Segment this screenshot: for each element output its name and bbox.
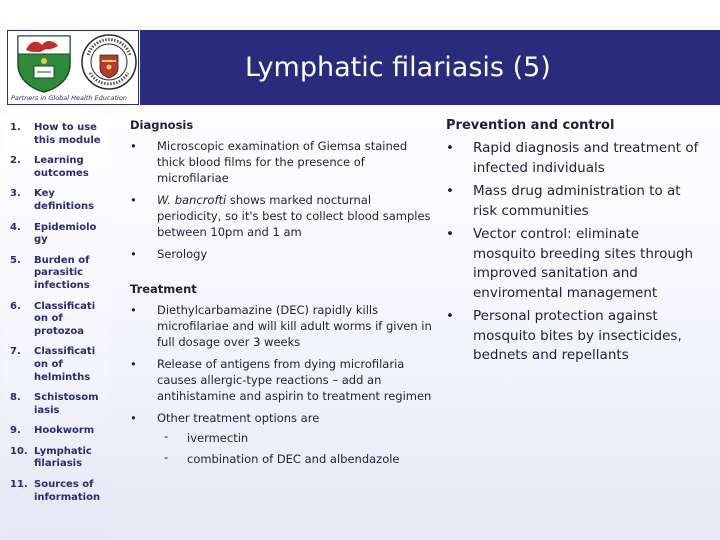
prevention-column xyxy=(446,118,706,370)
nav-list xyxy=(2,122,110,504)
bullet-icon: • xyxy=(130,139,137,153)
diagnosis-heading: Diagnosis xyxy=(130,118,194,132)
sidebar-item-number: 6. xyxy=(10,300,21,312)
list-item xyxy=(446,139,706,178)
sidebar-item-number: 3. xyxy=(10,188,21,200)
list-item xyxy=(130,246,435,262)
college-seal-icon xyxy=(80,33,138,91)
sidebar-item-5[interactable] xyxy=(2,255,110,293)
sidebar-item-9[interactable] xyxy=(2,425,110,438)
sub-list-item-text: ivermectin xyxy=(187,431,249,445)
list-item xyxy=(446,225,706,303)
list-item xyxy=(130,302,435,350)
list-item xyxy=(446,307,706,366)
sidebar-item-3[interactable] xyxy=(2,188,110,213)
list-item-text: Release of antigens from dying microfilaria causes allergic-type reactions – add an antihistamine and aspirin to treatment regimen xyxy=(157,357,432,403)
sub-list-item xyxy=(157,430,435,446)
bullet-icon: • xyxy=(446,140,454,156)
sidebar-item-label: How to use this module xyxy=(34,122,101,146)
treatment-heading: Treatment xyxy=(130,282,197,296)
dash-icon: - xyxy=(164,450,169,464)
sidebar-item-number: 8. xyxy=(10,392,21,404)
sidebar-item-label: Epidemiolo gy xyxy=(34,221,97,246)
sidebar-item-label: Lymphatic filariasis xyxy=(34,445,92,470)
sidebar-item-number: 7. xyxy=(10,346,21,358)
sidebar-item-label: Classificati on of helminths xyxy=(34,346,96,383)
dash-icon: - xyxy=(164,429,169,443)
list-item-text: Mass drug administration to at risk communities xyxy=(473,183,681,219)
list-item-text: Other treatment options are xyxy=(157,411,320,425)
list-item-text: Vector control: eliminate mosquito breeding sites through improved sanitation and enviromental management xyxy=(473,226,694,301)
list-item-text: shows marked nocturnal periodicity, so it's best to collect blood samples between 10pm and 1 am xyxy=(157,193,431,239)
sidebar-item-number: 10. xyxy=(10,445,28,457)
diagnosis-treatment-column xyxy=(130,118,435,473)
sidebar-item-number: 9. xyxy=(10,425,21,437)
sidebar-item-label: Burden of parasitic infections xyxy=(34,254,90,291)
list-item-text: Personal protection against mosquito bites by insecticides, bednets and repellants xyxy=(473,308,682,363)
bullet-icon: • xyxy=(130,357,137,371)
sidebar-item-4[interactable] xyxy=(2,222,110,247)
sidebar-item-1[interactable] xyxy=(2,122,110,147)
sidebar-item-7[interactable] xyxy=(2,346,110,384)
partner-logos xyxy=(7,30,139,105)
list-item-text: Diethylcarbamazine (DEC) rapidly kills microfilariae and will kill adult worms if given in full dosage over 3 weeks xyxy=(157,303,432,349)
logo-caption: Partners in Global Health Education xyxy=(11,94,127,102)
prevention-list xyxy=(446,139,706,366)
list-item xyxy=(130,192,435,240)
sidebar-item-number: 5. xyxy=(10,254,21,266)
sub-list-item-text: combination of DEC and albendazole xyxy=(187,452,400,466)
sidebar-item-6[interactable] xyxy=(2,301,110,339)
sidebar-item-2[interactable] xyxy=(2,155,110,180)
sidebar-item-11[interactable] xyxy=(2,479,110,504)
title-bar xyxy=(140,30,720,105)
sidebar-item-number: 1. xyxy=(10,122,21,133)
sidebar-item-label: Learning outcomes xyxy=(34,155,89,179)
sidebar-item-number: 4. xyxy=(10,221,21,233)
sidebar-item-label: Sources of information xyxy=(34,479,101,503)
sidebar-item-number: 2. xyxy=(10,155,21,167)
species-name: W. bancrofti xyxy=(157,193,227,207)
list-item xyxy=(130,356,435,404)
bullet-icon: • xyxy=(446,226,454,242)
sidebar-item-8[interactable] xyxy=(2,392,110,417)
shield-crest-icon xyxy=(16,34,72,94)
sidebar-item-10[interactable] xyxy=(2,446,110,471)
list-item xyxy=(130,410,435,467)
sidebar-item-number: 11. xyxy=(10,479,28,491)
module-navigation xyxy=(2,115,110,540)
sidebar-item-label: Schistosom iasis xyxy=(34,392,99,416)
page-title: Lymphatic filariasis (5) xyxy=(245,52,551,83)
treatment-options-sublist xyxy=(157,430,435,467)
bullet-icon: • xyxy=(446,308,454,324)
bullet-icon: • xyxy=(446,183,454,199)
bullet-icon: • xyxy=(130,193,137,207)
bullet-icon: • xyxy=(130,247,137,261)
list-item-text: Microscopic examination of Giemsa stained thick blood films for the presence of microfilariae xyxy=(157,139,408,185)
sidebar-item-label: Key definitions xyxy=(34,188,95,212)
list-item-text: Rapid diagnosis and treatment of infected individuals xyxy=(473,140,699,176)
prevention-heading: Prevention and control xyxy=(446,118,615,133)
list-item-text: Serology xyxy=(157,247,208,261)
list-item xyxy=(130,138,435,186)
bullet-icon: • xyxy=(130,411,137,425)
sidebar-item-label: Hookworm xyxy=(34,425,95,437)
treatment-list xyxy=(130,302,435,467)
bullet-icon: • xyxy=(130,303,137,317)
diagnosis-list xyxy=(130,138,435,262)
list-item xyxy=(446,182,706,221)
sub-list-item xyxy=(157,451,435,467)
sidebar-item-label: Classificati on of protozoa xyxy=(34,300,96,337)
